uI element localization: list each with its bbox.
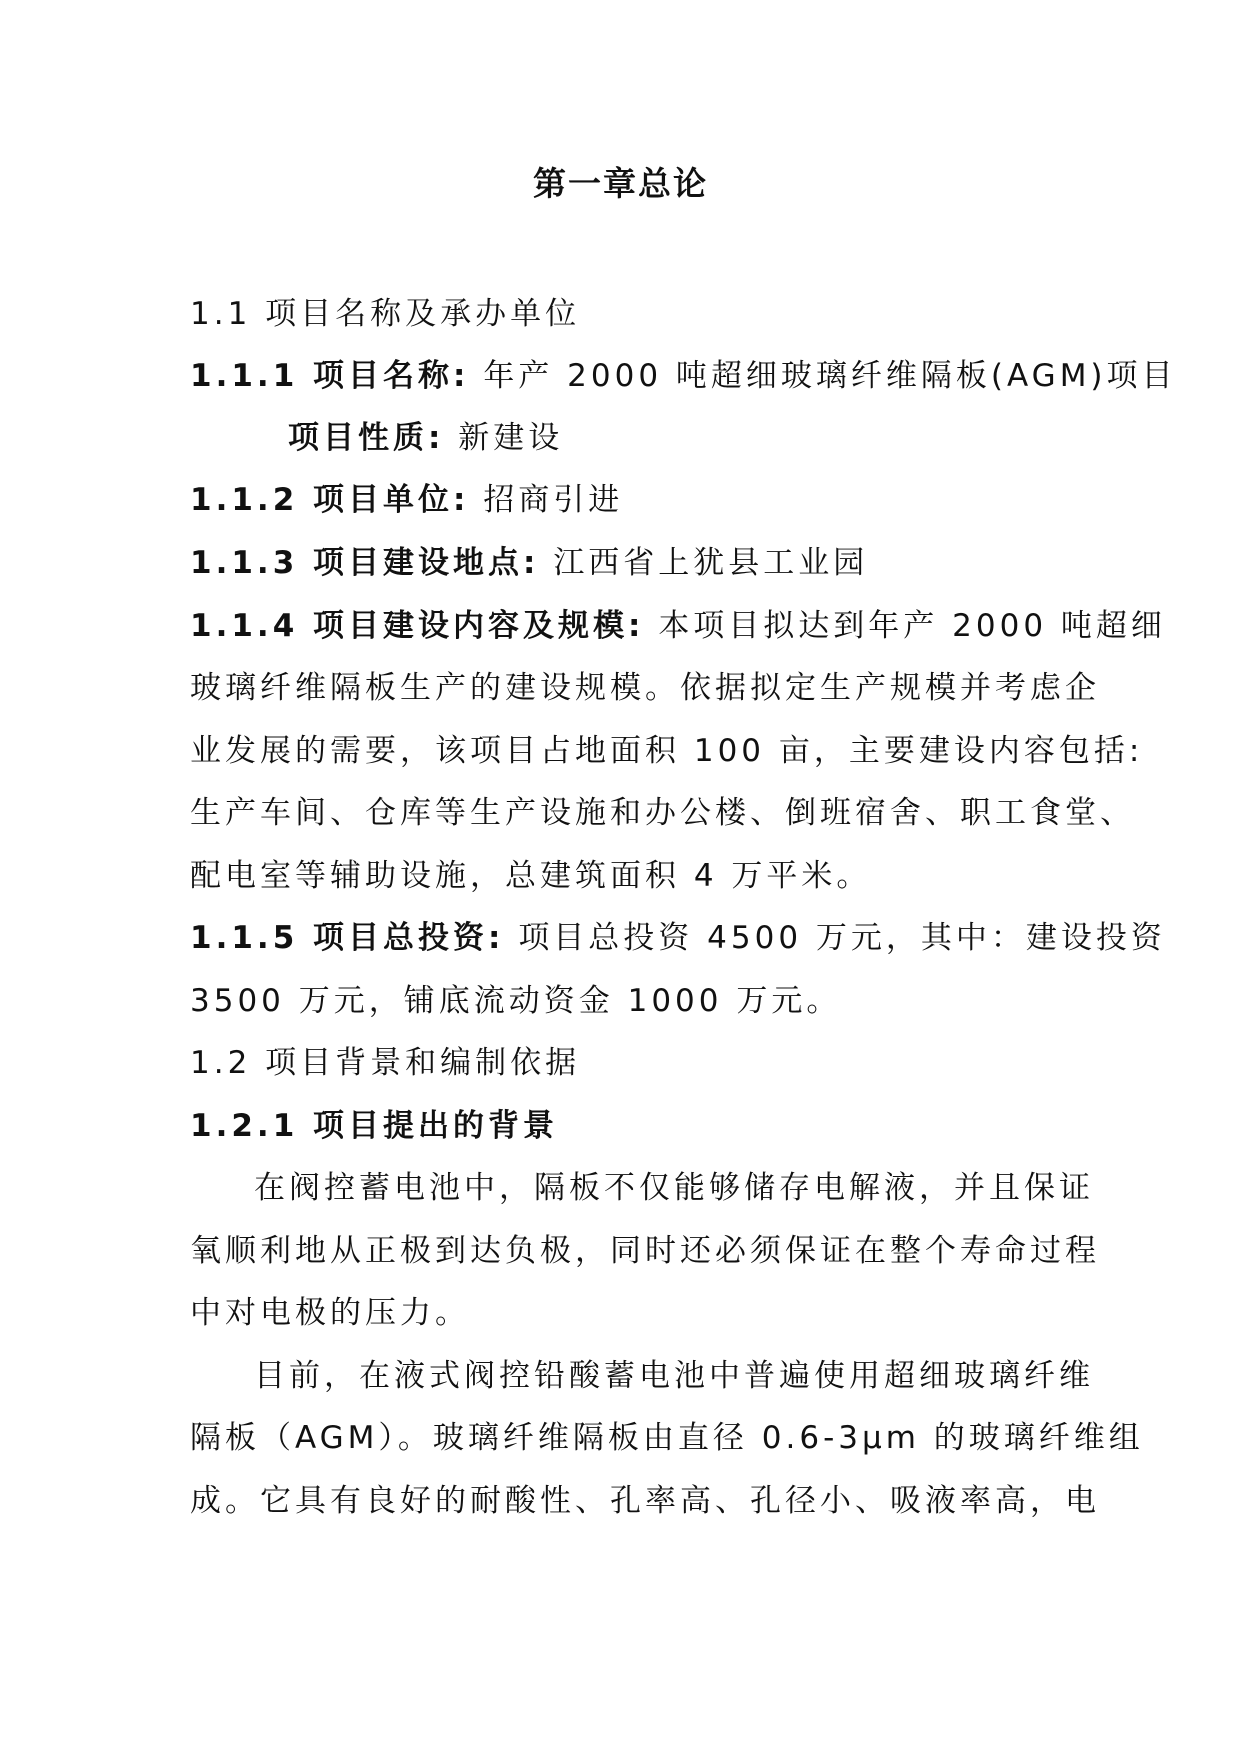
- item-1-1-2: [190, 480, 1050, 520]
- item-1-1-1: [190, 356, 1177, 396]
- chapter-title: 第一章总论: [533, 164, 708, 203]
- section-1-2-heading: 1.2 项目背景和编制依据: [190, 1045, 581, 1081]
- item-1-1-4: [190, 606, 1166, 646]
- paragraph-line: 成。它具有良好的耐酸性、孔率高、孔径小、吸液率高，电: [190, 1483, 1100, 1519]
- item-1-1-1-label: 1.1.1 项目名称:: [190, 358, 470, 394]
- paragraph-line: 在阀控蓄电池中，隔板不仅能够储存电解液，并且保证: [254, 1170, 1094, 1206]
- item-1-1-4-text-line: 玻璃纤维隔板生产的建设规模。依据拟定生产规模并考虑企: [190, 670, 1100, 706]
- item-1-1-3-value: 江西省上犹县工业园: [553, 545, 869, 581]
- item-1-1-5: [190, 918, 1166, 958]
- item-1-1-4-text-line: 配电室等辅助设施，总建筑面积 4 万平米。: [190, 858, 872, 894]
- item-1-1-4-text-line: 业发展的需要，该项目占地面积 100 亩，主要建设内容包括:: [190, 733, 1144, 769]
- section-1-2-1-heading: 1.2.1 项目提出的背景: [190, 1108, 559, 1144]
- item-1-1-5-text-line: 项目总投资 4500 万元，其中：建设投资: [518, 920, 1166, 956]
- item-1-1-5-text-line: 3500 万元，铺底流动资金 1000 万元。: [190, 983, 842, 1019]
- project-nature: [288, 418, 1148, 458]
- item-1-1-3: [190, 543, 1050, 583]
- item-1-1-1-value: 年产 2000 吨超细玻璃纤维隔板(AGM)项目: [483, 358, 1177, 394]
- item-1-1-4-text-line: 生产车间、仓库等生产设施和办公楼、倒班宿舍、职工食堂、: [190, 795, 1135, 831]
- paragraph-line: 中对电极的压力。: [190, 1295, 470, 1331]
- section-1-1-heading: 1.1 项目名称及承办单位: [190, 296, 581, 332]
- item-1-1-3-label: 1.1.3 项目建设地点:: [190, 545, 540, 581]
- project-nature-value: 新建设: [458, 420, 564, 456]
- item-1-1-4-label: 1.1.4 项目建设内容及规模:: [190, 608, 645, 644]
- paragraph-line: 目前，在液式阀控铅酸蓄电池中普遍使用超细玻璃纤维: [254, 1358, 1094, 1394]
- item-1-1-5-label: 1.1.5 项目总投资:: [190, 920, 505, 956]
- item-1-1-4-text-line: 本项目拟达到年产 2000 吨超细: [658, 608, 1166, 644]
- item-1-1-2-label: 1.1.2 项目单位:: [190, 482, 470, 518]
- paragraph-line: 氧顺利地从正极到达负极，同时还必须保证在整个寿命过程: [190, 1233, 1100, 1269]
- item-1-1-2-value: 招商引进: [483, 482, 624, 518]
- paragraph-line: 隔板（AGM）。玻璃纤维隔板由直径 0.6-3μm 的玻璃纤维组: [190, 1420, 1144, 1456]
- project-nature-label: 项目性质:: [288, 420, 445, 456]
